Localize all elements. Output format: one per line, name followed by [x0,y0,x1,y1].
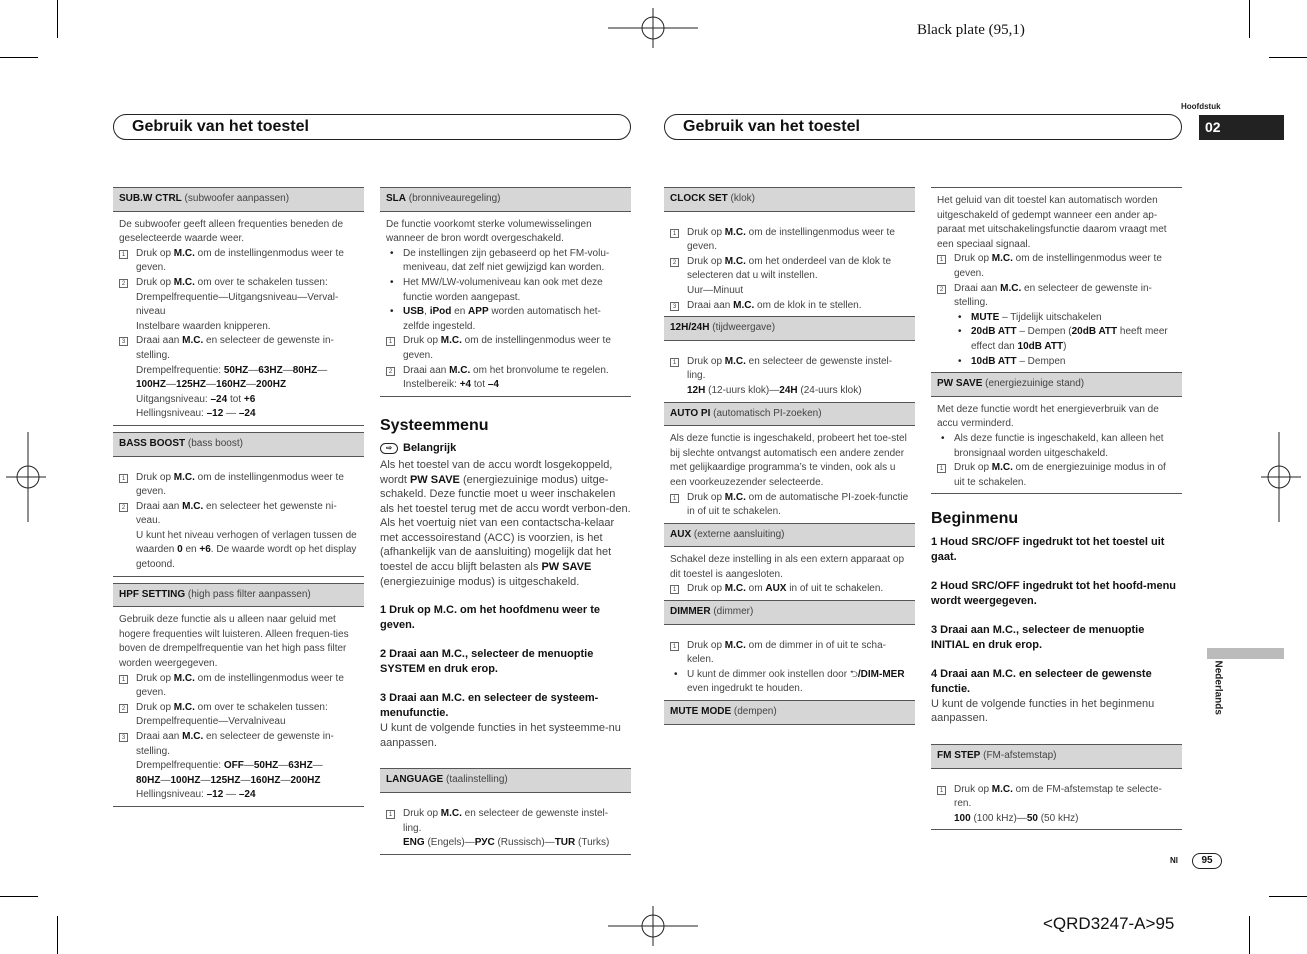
registration-mark-right [1261,432,1301,522]
section-title-beginmenu: Beginmenu [931,510,1019,528]
step-1: 1 Druk op M.C. om de instellingenmodus weer te geven. [119,672,358,701]
section-body-aux [664,547,915,600]
begin-step-2: 2 Houd SRC/OFF ingedrukt tot het hoofd-menu wordt weergegeven. [931,579,1177,607]
section-body-subw [113,212,364,426]
sys-step-1: 1 Druk op M.C. om het hoofdmenu weer te geven. [380,604,601,632]
begin-step-4-text: U kunt de volgende functies in het beginmenu aanpassen. [931,697,1155,725]
section-header-bass: BASS BOOST (bass boost) [113,432,364,457]
intro-text: De functie voorkomt sterke volumewisselingen wanneer de bron wordt overgeschakeld. [386,218,592,245]
begin-step-4: 4 Draai aan M.C. en selecteer de gewenste functie. [931,667,1152,695]
step-1: 1 Druk op M.C. om de dimmer in of uit te scha-kelen. [670,639,909,668]
section-header-mute: MUTE MODE (dempen) [664,700,915,725]
intro-text: De subwoofer geeft alleen frequenties beneden de geselecteerde waarde weer. [119,218,344,245]
bullet-item: • U kunt de dimmer ook instellen door ⮌/DIM-MER even ingedrukt te houden. [674,668,905,695]
important-icon: ⇨ [380,443,398,454]
step-2: 2 Druk op M.C. om het onderdeel van de klok te selecteren dat u wilt instellen. Uur—Minuut [670,255,909,299]
begin-step-1: 1 Houd SRC/OFF ingedrukt tot het toestel uit gaat. [931,535,1165,563]
step-2: 2 Draai aan M.C. en selecteer het gewenste ni-veau. U kunt het niveau verhogen of verlagen tussen de waarden 0 en +6. De waarde wordt op het display getoond. [119,500,358,573]
step-1: 1 Druk op M.C. om de FM-afstemstap te selecte-ren. 100 (100 kHz)—50 (50 kHz) [937,783,1176,827]
intro-text: Het geluid van dit toestel kan automatisch worden uitgeschakeld of gedempt wanneer een ander ap-paraat met uitschakelingsfunctie daarom vraagt met een speciaal signaal. [937,195,1167,250]
plate-label: Black plate (95,1) [917,22,1025,38]
crop-mark [57,916,58,954]
step-1: 1 Druk op M.C. om de instellingenmodus weer te geven. [386,334,625,363]
begin-step-3: 3 Draai aan M.C., selecteer de menuoptie INITIAL en druk erop. [931,623,1145,651]
section-header-pwsave: PW SAVE (energiezuinige stand) [931,372,1182,397]
section-body-hpf [113,607,364,807]
bullet-item: • USB, iPod en APP worden automatisch het-zelfde ingesteld. [390,306,601,332]
step-2: 2 Draai aan M.C. en selecteer de gewenste in-stelling. [937,282,1176,311]
section-header-12h24h: 12H/24H (tijdweergave) [664,316,915,341]
step-1: 1 Druk op M.C. om AUX in of uit te schakelen. [670,582,909,597]
page-number: 95 [1192,853,1222,869]
registration-mark-bottom [608,906,698,946]
section-body-12h24h [664,341,915,402]
step-1: 1 Druk op M.C. om de instellingenmodus weer te geven. [670,226,909,255]
step-1: 1 Druk op M.C. om de energiezuinige modus in of uit te schakelen. [937,461,1176,490]
important-text: Als het toestel van de accu wordt losgekoppeld, wordt PW SAVE (energiezuinige modus) uitge-schakeld. Deze functie moet u weer inschakelen als het toestel terug met de accu wordt verbon-den. Als het voertuig niet van een contactscha-kelaar met accessoirestand (ACC) is voorzien, is het (afhankelijk van de aansluiting) mogelijk dat het toestel de accu blijft belasten als PW SAVE (energiezuinige modus) is uitgeschakeld. [380,458,631,588]
sys-step-2: 2 Draai aan M.C., selecteer de menuoptie SYSTEM en druk erop. [380,648,594,676]
bullet-item: • 20dB ATT – Dempen (20dB ATT heeft meer effect dan 10dB ATT) [958,326,1168,352]
intro-text: Als deze functie is ingeschakeld, probeert het toe-stel bij slechte ontvangst automatisch een andere zender met gelijkaardige programma’s te vinden, ook als u een voorkeuzezender selecteerde. [670,433,907,488]
section-body-mute [931,187,1182,372]
column-3 [664,187,915,725]
step-1: 1 Druk op M.C. en selecteer de gewenste instel-ling. 12H (12-uurs klok)—24H (24-uurs klok) [670,355,909,399]
chapter-title-left: Gebruik van het toestel [113,114,631,140]
section-title-systeemmenu: Systeemmenu [380,416,489,434]
section-body-pwsave [931,397,1182,495]
step-3: 3 Draai aan M.C. en selecteer de gewenste in-stelling. Drempelfrequentie: 50HZ—63HZ—80HZ— 100HZ—125HZ—160HZ—200HZ Uitgangsniveau: –24 tot +6 Hellingsniveau: –12 — –24 [119,334,358,422]
crop-mark [1269,896,1307,897]
chapter-number-tab: 02 [1199,115,1284,140]
section-header-sla: SLA (bronniveauregeling) [380,187,631,212]
bullet-item: • MUTE – Tijdelijk uitschakelen [958,311,1102,323]
section-body-autopi [664,426,915,523]
intro-text: Schakel deze instelling in als een extern apparaat op dit toestel is aangesloten. [670,554,905,580]
section-header-language: LANGUAGE (taalinstelling) [380,768,631,793]
section-header-aux: AUX (externe aansluiting) [664,523,915,548]
bullet-item: • De instellingen zijn gebaseerd op het FM-volu-meniveau, dat zelf niet gewijzigd kan worden. [390,247,610,274]
step-2: 2 Draai aan M.C. om het bronvolume te regelen. Instelbereik: +4 tot –4 [386,364,625,393]
section-header-autopi: AUTO PI (automatisch PI-zoeken) [664,402,915,427]
language-tab-label: Nederlands [1212,660,1224,715]
section-body-dimmer [664,625,915,700]
section-header-fmstep: FM STEP (FM-afstemstap) [931,744,1182,769]
column-4 [931,187,1182,836]
section-body-bass [113,457,364,577]
section-header-dimmer: DIMMER (dimmer) [664,600,915,625]
step-3: 3 Draai aan M.C. om de klok in te stellen. [670,299,909,314]
column-2 [380,187,631,861]
registration-mark-left [6,432,46,522]
section-body-sla [380,212,631,397]
step-1: 1 Druk op M.C. om de automatische PI-zoek-functie in of uit te schakelen. [670,491,909,520]
section-body-language [380,793,631,855]
intro-text: Gebruik deze functie als u alleen naar geluid met hogere frequenties wilt luisteren. Alleen frequen-ties boven de drempelfrequentie van het high pass filter worden weergegeven. [119,614,349,670]
step-2: 2 Druk op M.C. om over te schakelen tussen: Drempelfrequentie—Uitgangsniveau—Verval-niveau Instelbare waarden knipperen. [119,276,358,334]
crop-mark [1249,916,1250,954]
section-body-fmstep [931,769,1182,831]
back-arrow-icon: ⮌ [849,668,858,680]
step-3: 3 Draai aan M.C. en selecteer de gewenste in-stelling. Drempelfrequentie: OFF—50HZ—63HZ— 80HZ—100HZ—125HZ—160HZ—200HZ Hellingsniveau: –12 — –24 [119,730,358,803]
sys-step-3-text: U kunt de volgende functies in het systeemme-nu aanpassen. [380,722,621,749]
sys-step-3: 3 Draai aan M.C. en selecteer de systeem-menufunctie. [380,692,599,720]
registration-mark-top [608,8,698,48]
step-2: 2 Druk op M.C. om over te schakelen tussen: Drempelfrequentie—Vervalniveau [119,701,358,730]
step-1: 1 Druk op M.C. en selecteer de gewenste instel-ling. ENG (Engels)—РУС (Russisch)—TUR (Turks) [386,807,625,851]
document-code: <QRD3247-A>95 [1043,914,1175,933]
bullet-item: • 10dB ATT – Dempen [958,355,1066,367]
crop-mark [0,57,38,58]
step-1: 1 Druk op M.C. om de instellingenmodus weer te geven. [119,471,358,500]
step-1: 1 Druk op M.C. om de instellingenmodus weer te geven. [119,247,358,276]
crop-mark [1269,57,1307,58]
crop-mark [1249,0,1250,38]
bullet-item: • Als deze functie is ingeschakeld, kan alleen het bronsignaal worden uitgeschakeld. [941,432,1164,459]
intro-text: Met deze functie wordt het energieverbruik van de accu verminderd. [937,403,1159,430]
language-tab-bar [1207,648,1284,659]
section-header-subw: SUB.W CTRL (subwoofer aanpassen) [113,187,364,212]
section-body-clock [664,212,915,317]
chapter-title-right: Gebruik van het toestel [664,114,1182,140]
important-note: ⇨ Belangrijk [380,441,631,456]
section-header-clock: CLOCK SET (klok) [664,187,915,212]
column-1 [113,187,364,813]
crop-mark [0,896,38,897]
section-header-hpf: HPF SETTING (high pass filter aanpassen) [113,583,364,608]
bullet-item: • Het MW/LW-volumeniveau kan ook met deze functie worden aangepast. [390,276,603,303]
step-1: 1 Druk op M.C. om de instellingenmodus weer te geven. [937,252,1176,281]
chapter-label: Hoofdstuk [1181,102,1221,111]
crop-mark [57,0,58,38]
footer-language: Nl [1170,856,1178,865]
